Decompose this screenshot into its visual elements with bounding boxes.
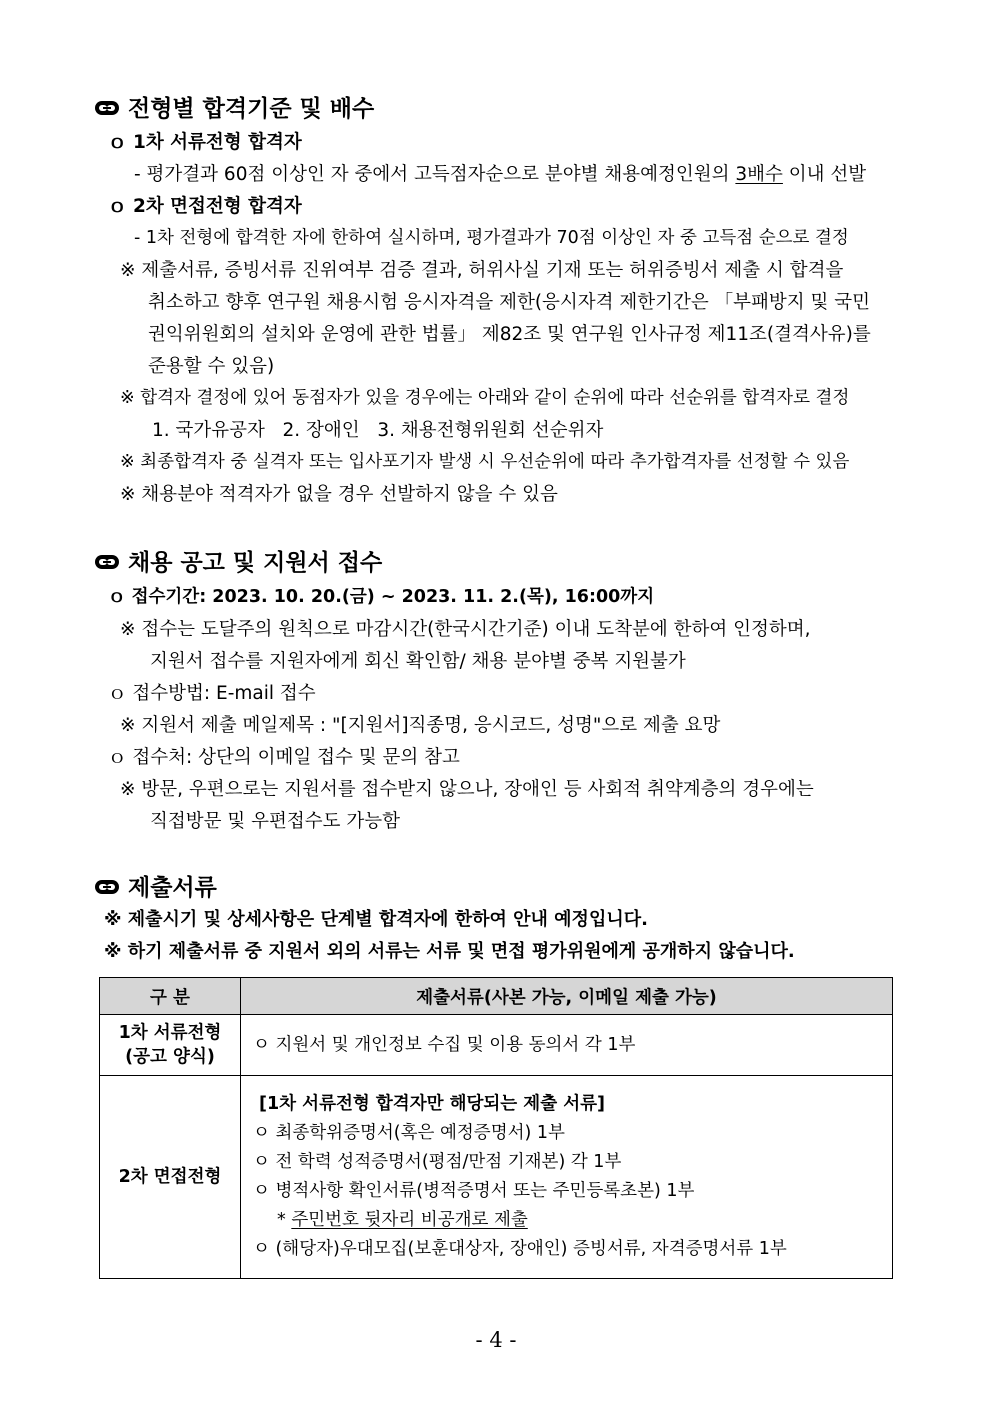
first-detail-post: 이내 선발 xyxy=(782,164,867,185)
documents-note: ※ 하기 제출서류 중 지원서 외의 서류는 서류 및 면접 평가위원에게 공개하지 않습니다. xyxy=(104,941,795,962)
application-place xyxy=(108,743,460,769)
section-title: 제출서류 xyxy=(128,875,217,901)
application-method xyxy=(108,679,316,705)
first-stage-label xyxy=(108,128,302,154)
documents-subheading: [1차 서류전형 합격자만 해당되는 제출 서류] xyxy=(259,1094,606,1114)
period-note: 지원서 접수를 지원자에게 회신 확인함/ 채용 분야별 중복 지원불가 xyxy=(150,651,686,672)
bullet-circle-icon: ｏ xyxy=(108,683,127,704)
document-item: ㅇ 지원서 및 개인정보 수집 및 이용 동의서 각 1부 xyxy=(253,1034,636,1055)
section-heading-application xyxy=(94,544,382,577)
link-icon xyxy=(94,877,120,897)
table-header-row xyxy=(100,978,893,1015)
bullet-circle-icon: ｏ xyxy=(108,196,127,217)
place-note: ※ 방문, 우편으로는 지원서를 접수받지 않으나, 장애인 등 사회적 취약계층의 경우에는 xyxy=(120,779,814,800)
method-text: 접수방법: E-mail 접수 xyxy=(132,683,316,704)
note-line: 1. 국가유공자 2. 장애인 3. 채용전형위원회 선순위자 xyxy=(152,420,604,441)
second-stage-label xyxy=(108,192,302,218)
bullet-circle-icon: ｏ xyxy=(108,132,127,153)
note-line: ※ 합격자 결정에 있어 동점자가 있을 경우에는 아래와 같이 순위에 따라 선순위를 합격자로 결정 xyxy=(120,388,850,408)
link-icon xyxy=(94,552,120,572)
section-title: 채용 공고 및 지원서 접수 xyxy=(128,550,383,576)
documents-cell xyxy=(241,1076,893,1279)
stage-cell xyxy=(100,1015,241,1076)
section-title: 전형별 합격기준 및 배수 xyxy=(128,96,375,122)
section-heading-criteria xyxy=(94,90,374,123)
section-heading-documents xyxy=(94,869,217,902)
first-detail-underline: 3배수 xyxy=(735,164,783,185)
note-line: 권익위원회의 설치와 운영에 관한 법률」 제82조 및 연구원 인사규정 제11조(결격사유)를 xyxy=(148,324,871,345)
note-line: ※ 최종합격자 중 실격자 또는 입사포기자 발생 시 우선순위에 따라 추가합격자를 선정할 수 있음 xyxy=(120,452,850,472)
note-line: 취소하고 향후 연구원 채용시험 응시자격을 제한(응시자격 제한기간은 「부패방지 및 국민 xyxy=(148,292,871,313)
application-period xyxy=(108,583,654,608)
documents-note: ※ 제출시기 및 상세사항은 단계별 합격자에 한하여 안내 예정입니다. xyxy=(104,909,648,930)
document-item: ㅇ (해당자)우대모집(보훈대상자, 장애인) 증빙서류, 자격증명서류 1부 xyxy=(253,1239,787,1259)
note-line: ※ 제출서류, 증빙서류 진위여부 검증 결과, 허위사실 기재 또는 허위증빙서 제출 시 합격을 xyxy=(120,260,844,281)
page-number: - 4 - xyxy=(475,1328,517,1352)
method-note: ※ 지원서 제출 메일제목 : "[지원서]직종명, 응시코드, 성명"으로 제출 요망 xyxy=(120,715,721,736)
first-stage-detail xyxy=(134,160,866,186)
document-item: ㅇ 병적사항 확인서류(병적증명서 또는 주민등록초본) 1부 xyxy=(253,1181,695,1201)
table-row xyxy=(100,1076,893,1279)
link-icon xyxy=(94,98,120,118)
bullet-circle-icon: ｏ xyxy=(108,587,126,607)
first-stage-text: 1차 서류전형 합격자 xyxy=(132,132,302,153)
table-header-cell: 제출서류(사본 가능, 이메일 제출 가능) xyxy=(241,978,893,1015)
documents-cell xyxy=(241,1015,893,1076)
subnote-prefix: * xyxy=(277,1210,292,1230)
subnote-text: 주민번호 뒷자리 비공개로 제출 xyxy=(291,1210,528,1230)
period-text: 접수기간: 2023. 10. 20.(금) ~ 2023. 11. 2.(목), 16:00까지 xyxy=(131,587,655,607)
second-stage-detail: - 1차 전형에 합격한 자에 한하여 실시하며, 평가결과가 70점 이상인 자 중 고득점 순으로 결정 xyxy=(134,228,849,248)
document-subnote xyxy=(253,1206,892,1235)
first-detail-pre: - 평가결과 60점 이상인 자 중에서 고득점자순으로 분야별 채용예정인원의 xyxy=(134,164,736,185)
table-header-cell: 구 분 xyxy=(100,978,241,1015)
document-item: ㅇ 최종학위증명서(혹은 예정증명서) 1부 xyxy=(253,1123,565,1143)
table-row xyxy=(100,1015,893,1076)
stage-sublabel: (공고 양식) xyxy=(125,1047,215,1067)
note-line: ※ 채용분야 적격자가 없을 경우 선발하지 않을 수 있음 xyxy=(120,484,558,505)
second-stage-text: 2차 면접전형 합격자 xyxy=(132,196,302,217)
documents-table xyxy=(99,977,893,1279)
period-note: ※ 접수는 도달주의 원칙으로 마감시간(한국시간기준) 이내 도착분에 한하여 인정하며, xyxy=(120,619,811,640)
document-item: ㅇ 전 학력 성적증명서(평점/만점 기재본) 각 1부 xyxy=(253,1152,622,1172)
place-note: 직접방문 및 우편접수도 가능함 xyxy=(150,811,400,832)
bullet-circle-icon: ｏ xyxy=(108,747,127,768)
place-text: 접수처: 상단의 이메일 접수 및 문의 참고 xyxy=(132,747,460,768)
stage-label: 1차 서류전형 xyxy=(118,1023,222,1043)
stage-cell: 2차 면접전형 xyxy=(100,1076,241,1279)
note-line: 준용할 수 있음) xyxy=(148,356,275,377)
